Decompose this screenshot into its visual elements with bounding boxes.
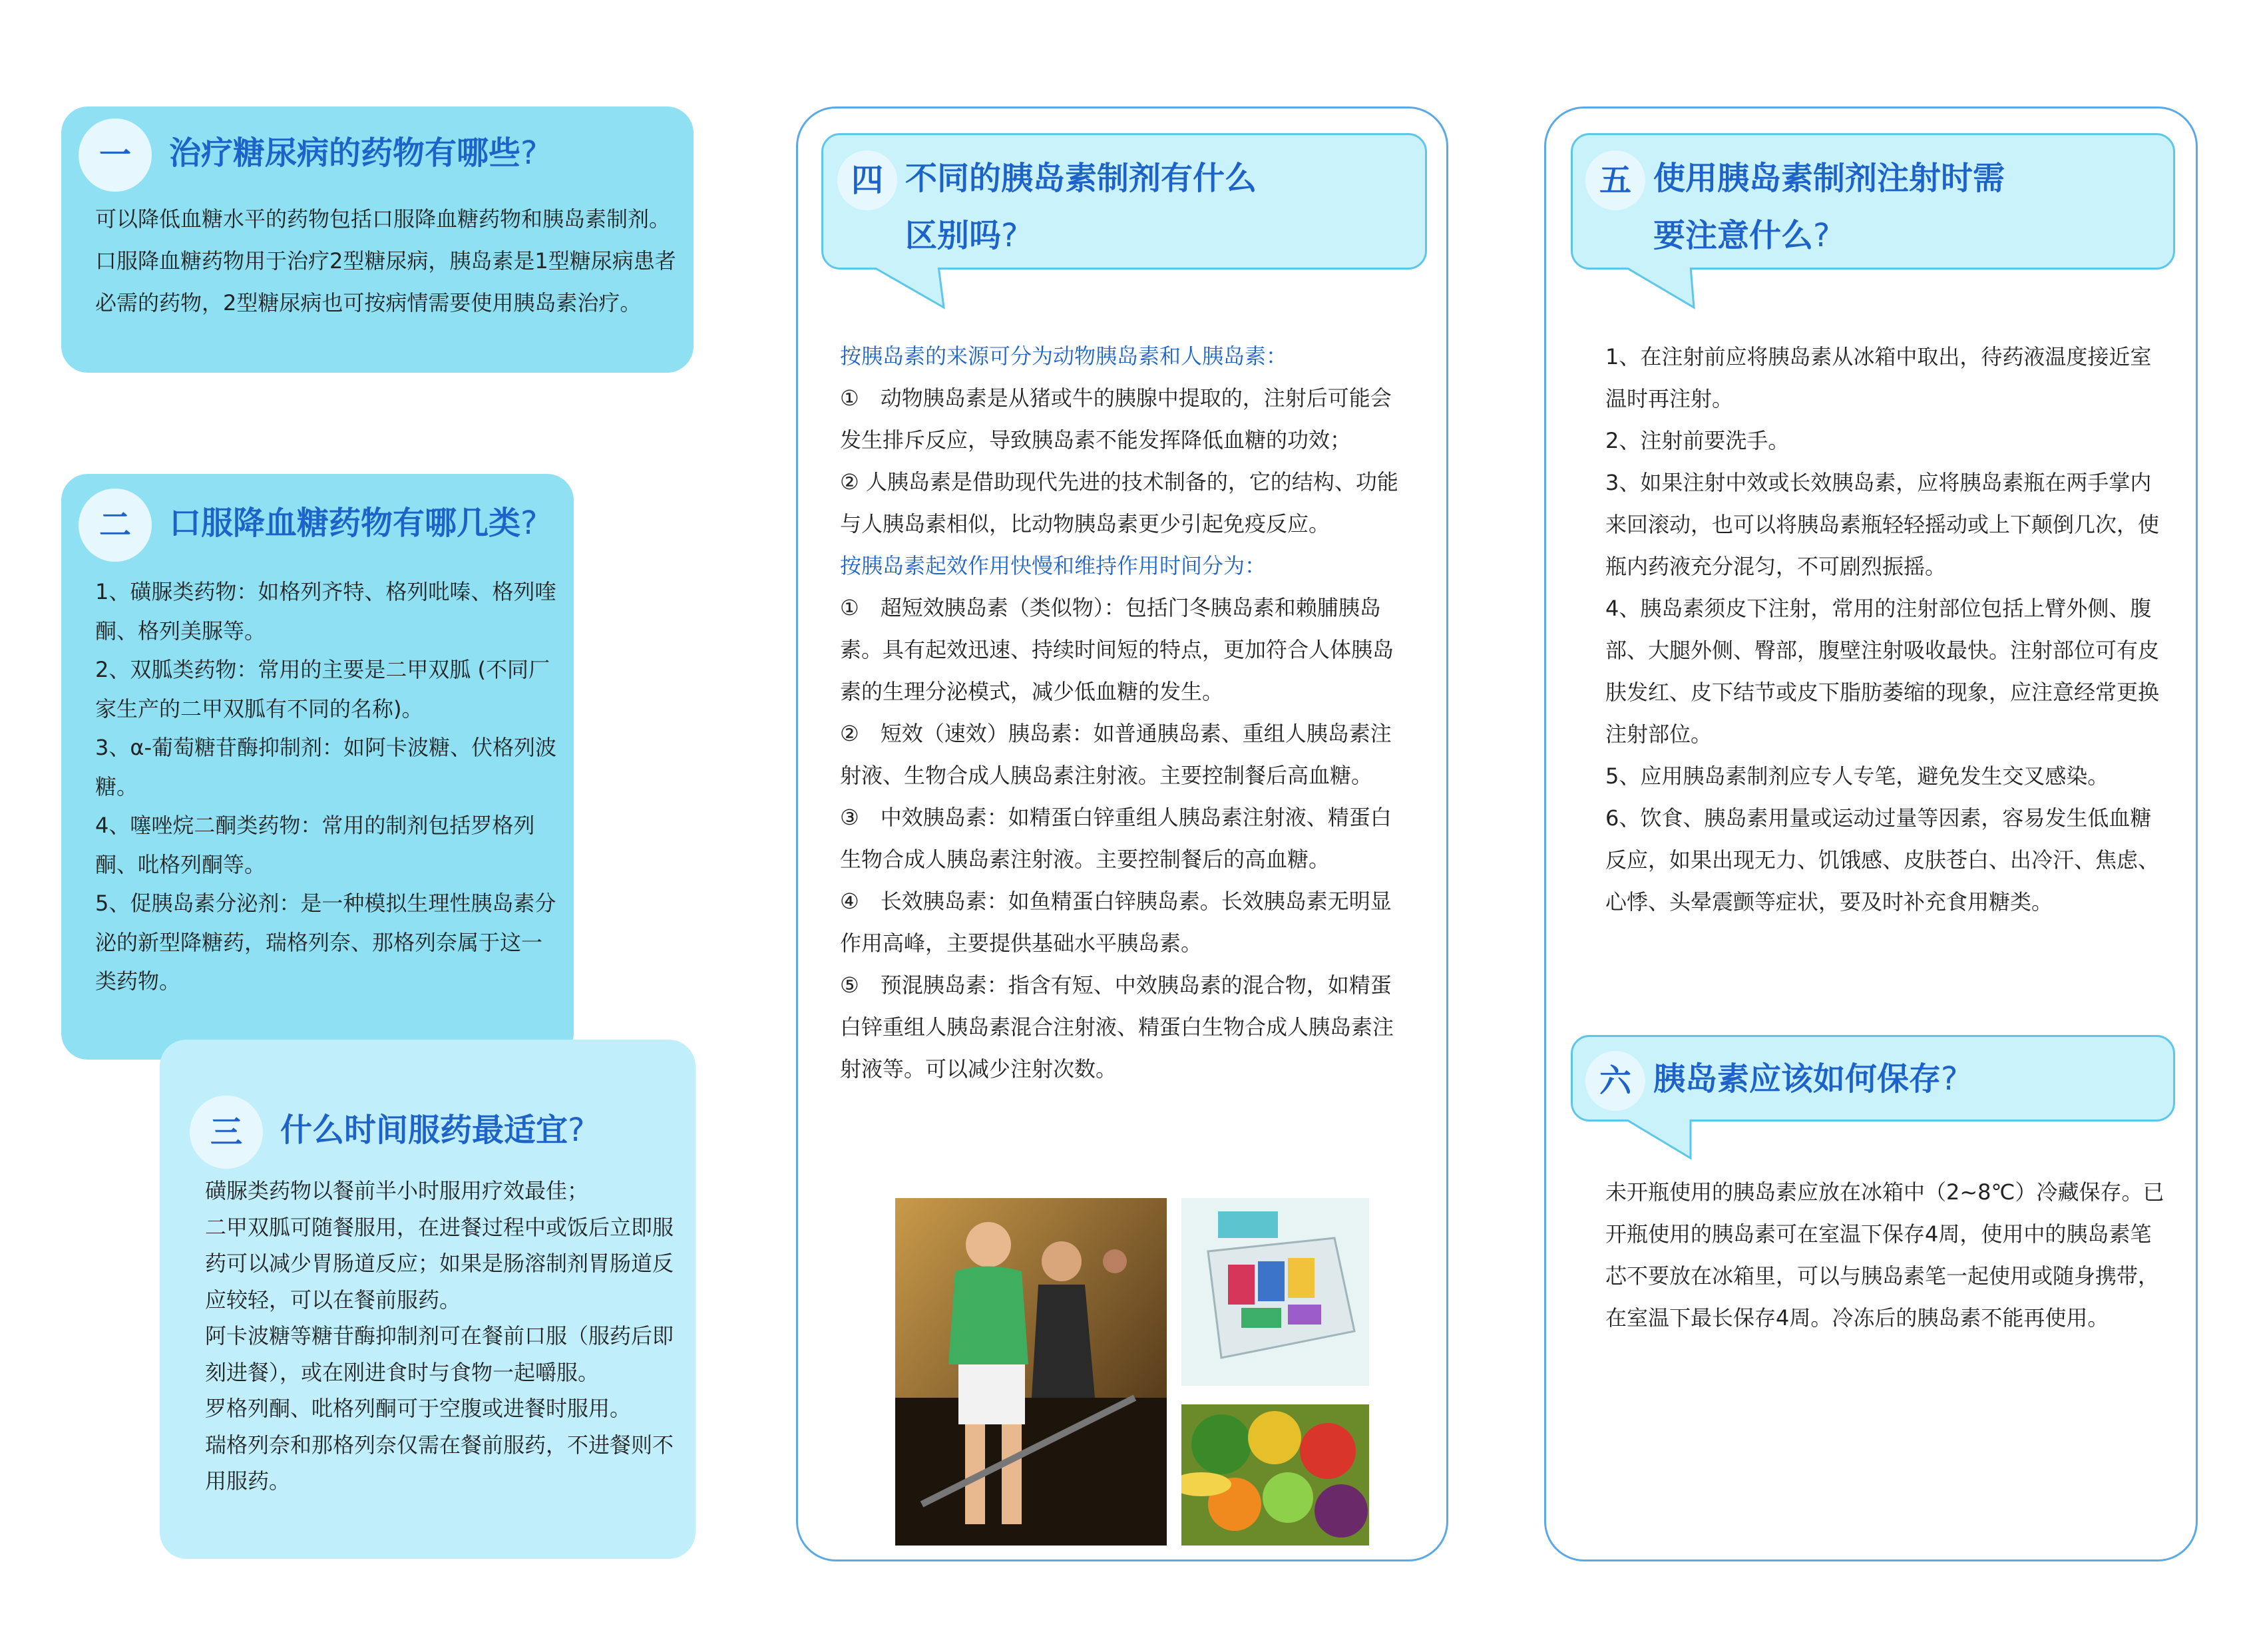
section-5-title-line1: 使用胰岛素制剂注射时需: [1653, 160, 2005, 197]
list-item: 1、在注射前应将胰岛素从冰箱中取出，待药液温度接近室温时再注射。: [1605, 344, 2152, 411]
section-4-title-line2: 区别吗: [905, 217, 1002, 254]
list-item: 3、如果注射中效或长效胰岛素，应将胰岛素瓶在两手掌内来回滚动，也可以将胰岛素瓶轻轻摇动或上下颠倒几次，使瓶内药液充分混匀，不可剧烈振摇。: [1605, 470, 2160, 579]
section-5-number: 五: [1585, 150, 1645, 210]
section-1-qmark: ?: [520, 134, 538, 172]
list-item: ④ 长效胰岛素：如鱼精蛋白锌胰岛素。长效胰岛素无明显作用高峰，主要提供基础水平胰岛素。: [840, 889, 1392, 956]
section-4-body: [840, 335, 1412, 1090]
section-1-heading: [79, 118, 678, 192]
section-2-number: 二: [79, 489, 152, 562]
list-item: 1、磺脲类药物：如格列齐特、格列吡嗪、格列喹酮、格列美脲等。: [95, 579, 556, 644]
section-1-title: 治疗糖尿病的药物有哪些: [169, 134, 521, 172]
section-6-title: 胰岛素应该如何保存: [1653, 1060, 1941, 1098]
section-5-title-line2: 要注意什么: [1653, 217, 1814, 254]
list-item: 5、促胰岛素分泌剂：是一种模拟生理性胰岛素分泌的新型降糖药，瑞格列奈、那格列奈属于这一类药物。: [95, 891, 556, 994]
section-6-qmark: ?: [1941, 1060, 1958, 1098]
list-item: 二甲双胍可随餐服用，在进餐过程中或饭后立即服药可以减少胃肠道反应；如果是肠溶制剂胃肠道反应较轻，可以在餐前服药。: [205, 1214, 674, 1313]
section-2-title: 口服降血糖药物有哪几类: [169, 505, 521, 542]
section-4-title-line1: 不同的胰岛素制剂有什么: [905, 160, 1257, 197]
list-item: ② 短效（速效）胰岛素：如普通胰岛素、重组人胰岛素注射液、生物合成人胰岛素注射液。主要控制餐后高血糖。: [840, 721, 1392, 788]
section-6-body: 未开瓶使用的胰岛素应放在冰箱中（2~8℃）冷藏保存。已开瓶使用的胰岛素可在室温下保存4周，使用中的胰岛素笔芯不要放在冰箱里，可以与胰岛素笔一起使用或随身携带，在室温下最长保存4周。冷冻后的胰岛素不能再使用。: [1605, 1179, 2164, 1331]
list-item: 2、注射前要洗手。: [1605, 428, 1790, 453]
section-1-number: 一: [79, 118, 152, 192]
list-item: 磺脲类药物以餐前半小时服用疗效最佳；: [205, 1178, 589, 1203]
section-5-heading: [1585, 150, 2158, 261]
section-4-lead-1: 按胰岛素的来源可分为动物胰岛素和人胰岛素：: [840, 343, 1288, 369]
section-4-qmark: ?: [1001, 217, 1018, 254]
section-6-heading: [1585, 1049, 2158, 1111]
section-4-number: 四: [837, 150, 897, 210]
section-4-lead-2: 按胰岛素起效作用快慢和维持作用时间分为：: [840, 553, 1267, 578]
list-item: ③ 中效胰岛素：如精蛋白锌重组人胰岛素注射液、精蛋白生物合成人胰岛素注射液。主要控制餐后的高血糖。: [840, 805, 1392, 872]
section-3-heading: [190, 1096, 696, 1169]
section-6-number: 六: [1585, 1051, 1645, 1111]
list-item: 5、应用胰岛素制剂应专人专笔，避免发生交叉感染。: [1605, 763, 2109, 789]
treadmill-exercise-photo: [895, 1198, 1167, 1546]
list-item: 罗格列酮、吡格列酮可于空腹或进餐时服用。: [205, 1396, 632, 1421]
section-3-qmark: ?: [568, 1112, 585, 1149]
section-1-body: 可以降低血糖水平的药物包括口服降血糖药物和胰岛素制剂。口服降血糖药物用于治疗2型糖尿病，胰岛素是1型糖尿病患者必需的药物，2型糖尿病也可按病情需要使用胰岛素治疗。: [95, 206, 676, 315]
fruit-photo: [1181, 1404, 1369, 1546]
section-2-heading: [79, 489, 598, 562]
section-2-qmark: ?: [520, 505, 538, 542]
section-5-qmark: ?: [1813, 217, 1830, 254]
list-item: 6、饮食、胰岛素用量或运动过量等因素，容易发生低血糖反应，如果出现无力、饥饿感、皮肤苍白、出冷汗、焦虑、心悸、头晕震颤等症状，要及时补充食用糖类。: [1605, 805, 2160, 915]
list-item: 2、双胍类药物：常用的主要是二甲双胍 (不同厂家生产的二甲双胍有不同的名称)。: [95, 657, 550, 722]
section-2-body: [95, 572, 561, 1001]
list-item: ⑤ 预混胰岛素：指含有短、中效胰岛素的混合物，如精蛋白锌重组人胰岛素混合注射液、精蛋白生物合成人胰岛素注射液等。可以减少注射次数。: [840, 972, 1394, 1082]
bubble-tail: [865, 266, 952, 313]
list-item: ② 人胰岛素是借助现代先进的技术制备的，它的结构、功能与人胰岛素相似，比动物胰岛素更少引起免疫反应。: [840, 469, 1398, 536]
list-item: 4、噻唑烷二酮类药物：常用的制剂包括罗格列酮、吡格列酮等。: [95, 813, 535, 877]
list-item: ① 超短效胰岛素（类似物）：包括门冬胰岛素和赖脯胰岛素。具有起效迅速、持续时间短的特点，更加符合人体胰岛素的生理分泌模式，减少低血糖的发生。: [840, 595, 1394, 704]
list-item: 3、α-葡萄糖苷酶抑制剂：如阿卡波糖、伏格列波糖。: [95, 735, 557, 799]
medicine-box-photo: [1181, 1198, 1369, 1386]
list-item: 阿卡波糖等糖苷酶抑制剂可在餐前口服（服药后即刻进餐），或在刚进食时与食物一起嚼服。: [205, 1323, 674, 1385]
section-3-body: [205, 1173, 678, 1500]
section-4-heading: [837, 150, 1410, 261]
section-3-title: 什么时间服药最适宜: [280, 1112, 568, 1149]
section-3-number: 三: [190, 1096, 263, 1169]
bubble-tail: [1617, 266, 1704, 313]
section-5-body: [1605, 336, 2164, 923]
list-item: 瑞格列奈和那格列奈仅需在餐前服药，不进餐则不用服药。: [205, 1432, 674, 1494]
list-item: 4、胰岛素须皮下注射，常用的注射部位包括上臂外侧、腹部、大腿外侧、臀部，腹壁注射吸收最快。注射部位可有皮肤发红、皮下结节或皮下脂肪萎缩的现象，应注意经常更换注射部位。: [1605, 596, 2160, 747]
bubble-tail: [1617, 1118, 1704, 1165]
list-item: ① 动物胰岛素是从猪或牛的胰腺中提取的，注射后可能会发生排斥反应，导致胰岛素不能发挥降低血糖的功效；: [840, 385, 1392, 453]
